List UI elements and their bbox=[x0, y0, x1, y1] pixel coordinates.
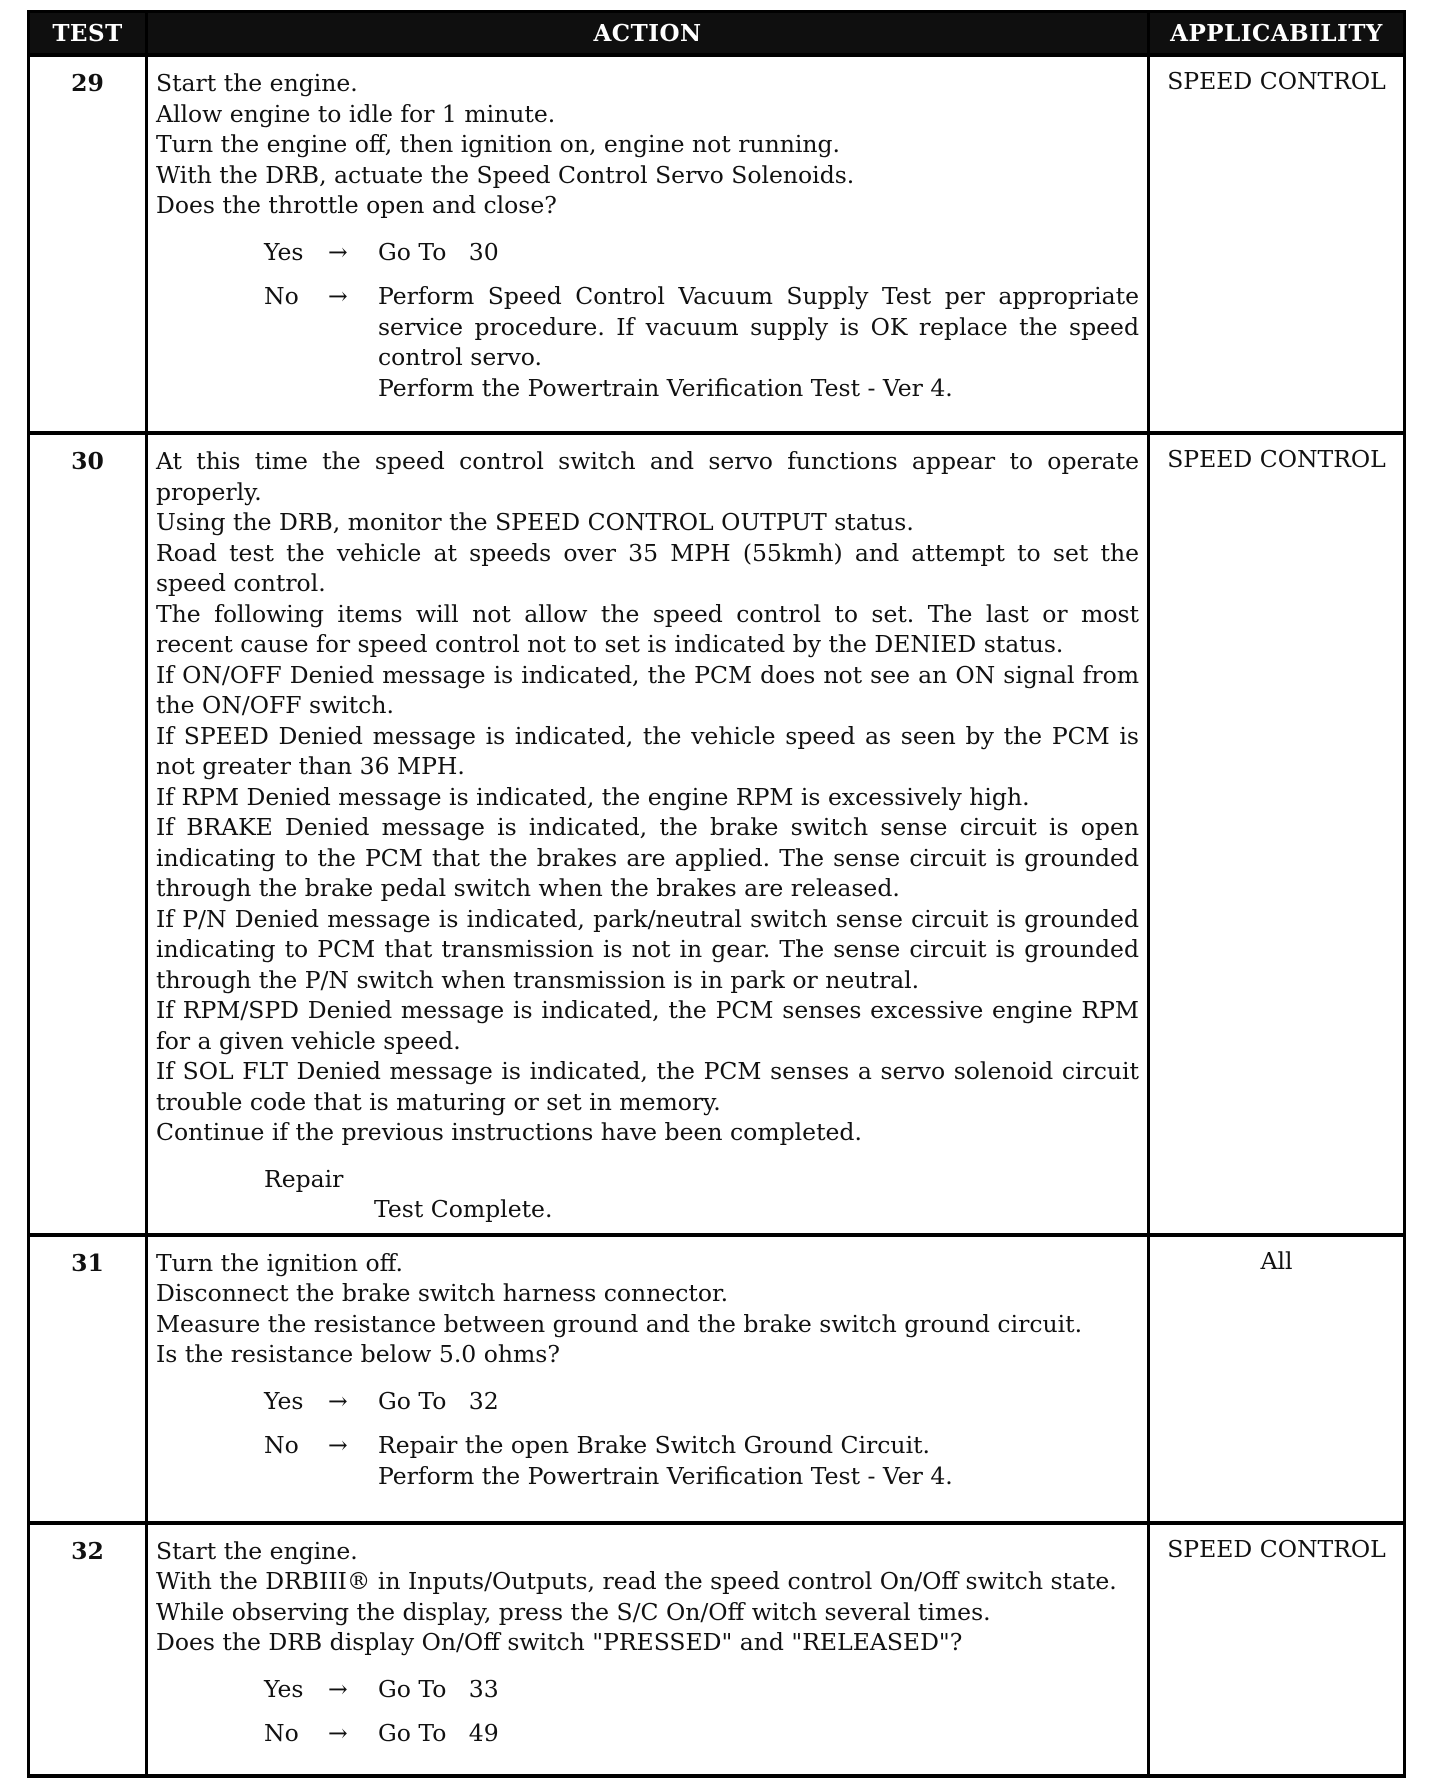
branch-no bbox=[156, 1430, 1139, 1491]
arrow-right-icon: → bbox=[328, 282, 348, 310]
action-line: If P/N Denied message is indicated, park/neutral switch sense circuit is grounded indicating to PCM that transmission is not in gear. The sense circuit is grounded through the P/N switch when transmission is in park or neutral. bbox=[156, 904, 1139, 994]
action-line: Does the throttle open and close? bbox=[156, 191, 557, 219]
branch-line: Go To 33 bbox=[378, 1674, 499, 1703]
action-cell bbox=[147, 1235, 1149, 1523]
action-line: If RPM Denied message is indicated, the engine RPM is excessively high. bbox=[156, 782, 1030, 811]
branch-text bbox=[378, 1718, 1139, 1749]
arrow-right-icon: → bbox=[328, 1719, 348, 1747]
branch-line: Go To 32 bbox=[378, 1386, 499, 1415]
branch-text bbox=[378, 281, 1139, 403]
branch-no bbox=[156, 281, 1139, 403]
branch-label: Yes bbox=[264, 1674, 304, 1703]
action-line: Turn the ignition off. bbox=[156, 1248, 404, 1277]
test-row-31 bbox=[29, 1235, 1405, 1523]
test-number: 31 bbox=[29, 1235, 147, 1523]
action-line: Using the DRB, monitor the SPEED CONTROL OUTPUT status. bbox=[156, 508, 914, 536]
branch-line: Perform Speed Control Vacuum Supply Test per appropriate service procedure. If vacuum supply is OK replace the speed control servo. bbox=[378, 282, 1139, 371]
branch-text bbox=[378, 1430, 1139, 1491]
action-cell bbox=[147, 433, 1149, 1235]
table-header-row bbox=[29, 12, 1405, 56]
branch-yes bbox=[156, 1674, 1139, 1705]
test-row-32 bbox=[29, 1523, 1405, 1776]
action-line: If ON/OFF Denied message is indicated, the PCM does not see an ON signal from the ON/OFF switch. bbox=[156, 660, 1139, 719]
applicability-cell: SPEED CONTROL bbox=[1149, 433, 1405, 1235]
branch-yes bbox=[156, 1386, 1139, 1417]
branch-label: No bbox=[264, 282, 299, 310]
action-line: If RPM/SPD Denied message is indicated, the PCM senses excessive engine RPM for a given vehicle speed. bbox=[156, 996, 1139, 1055]
action-line: If SPEED Denied message is indicated, the vehicle speed as seen by the PCM is not greater than 36 MPH. bbox=[156, 721, 1139, 780]
repair-label: Repair bbox=[264, 1164, 344, 1193]
branch-line: Repair the open Brake Switch Ground Circuit. bbox=[378, 1431, 930, 1459]
applicability-cell: SPEED CONTROL bbox=[1149, 1523, 1405, 1776]
test-row-30 bbox=[29, 433, 1405, 1235]
branch-line: Perform the Powertrain Verification Test - Ver 4. bbox=[378, 1461, 953, 1490]
branch-list bbox=[156, 237, 1139, 404]
action-line: Start the engine. bbox=[156, 1536, 358, 1565]
branch-label: No bbox=[264, 1719, 299, 1747]
branch-yes bbox=[156, 237, 1139, 268]
arrow-right-icon: → bbox=[328, 1386, 348, 1415]
action-line: Turn the engine off, then ignition on, engine not running. bbox=[156, 130, 841, 158]
action-line: The following items will not allow the speed control to set. The last or most recent cause for speed control not to set is indicated by the DENIED status. bbox=[156, 599, 1139, 658]
action-line: If BRAKE Denied message is indicated, the brake switch sense circuit is open indicating to the PCM that the brakes are applied. The sense circuit is grounded through the brake pedal switch when the brakes are released. bbox=[156, 813, 1139, 902]
branch-text bbox=[378, 237, 1139, 268]
branch-text bbox=[378, 1674, 1139, 1705]
action-line: Continue if the previous instructions have been completed. bbox=[156, 1118, 862, 1146]
action-line: Allow engine to idle for 1 minute. bbox=[156, 99, 556, 128]
action-line: Does the DRB display On/Off switch "PRESSED" and "RELEASED"? bbox=[156, 1628, 963, 1656]
action-cell bbox=[147, 1523, 1149, 1776]
test-number: 30 bbox=[29, 433, 147, 1235]
arrow-right-icon: → bbox=[328, 1431, 348, 1459]
action-line: At this time the speed control switch and servo functions appear to operate properly. bbox=[156, 447, 1139, 506]
arrow-right-icon: → bbox=[328, 237, 348, 266]
test-row-29 bbox=[29, 55, 1405, 433]
diagnostic-test-table bbox=[27, 10, 1406, 1778]
action-line: Disconnect the brake switch harness connector. bbox=[156, 1279, 729, 1307]
applicability-cell: All bbox=[1149, 1235, 1405, 1523]
branch-text bbox=[378, 1386, 1139, 1417]
branch-line: Go To 49 bbox=[378, 1719, 499, 1747]
action-line: While observing the display, press the S/C On/Off witch several times. bbox=[156, 1597, 991, 1626]
test-number: 32 bbox=[29, 1523, 147, 1776]
action-line: Is the resistance below 5.0 ohms? bbox=[156, 1340, 560, 1368]
test-number: 29 bbox=[29, 55, 147, 433]
arrow-right-icon: → bbox=[328, 1674, 348, 1703]
branch-label: Yes bbox=[264, 237, 304, 266]
action-line: Road test the vehicle at speeds over 35 MPH (55kmh) and attempt to set the speed control. bbox=[156, 538, 1139, 597]
branch-line: Perform the Powertrain Verification Test - Ver 4. bbox=[378, 373, 953, 402]
branch-no bbox=[156, 1718, 1139, 1749]
action-line: Measure the resistance between ground and the brake switch ground circuit. bbox=[156, 1309, 1083, 1338]
action-line: If SOL FLT Denied message is indicated, the PCM senses a servo solenoid circuit trouble code that is maturing or set in memory. bbox=[156, 1057, 1139, 1116]
action-line: Start the engine. bbox=[156, 69, 358, 97]
branch-label: Yes bbox=[264, 1386, 304, 1415]
branch-list bbox=[156, 1674, 1139, 1749]
branch-line: Go To 30 bbox=[378, 237, 499, 266]
branch-list bbox=[156, 1386, 1139, 1492]
applicability-cell: SPEED CONTROL bbox=[1149, 55, 1405, 433]
header-applicability: APPLICABILITY bbox=[1149, 12, 1405, 56]
action-line: With the DRBIII® in Inputs/Outputs, read the speed control On/Off switch state. bbox=[156, 1567, 1117, 1595]
action-cell bbox=[147, 55, 1149, 433]
repair-text: Test Complete. bbox=[374, 1195, 553, 1223]
branch-label: No bbox=[264, 1431, 299, 1459]
header-action: ACTION bbox=[147, 12, 1149, 56]
action-line: With the DRB, actuate the Speed Control Servo Solenoids. bbox=[156, 160, 855, 189]
header-test: TEST bbox=[29, 12, 147, 56]
